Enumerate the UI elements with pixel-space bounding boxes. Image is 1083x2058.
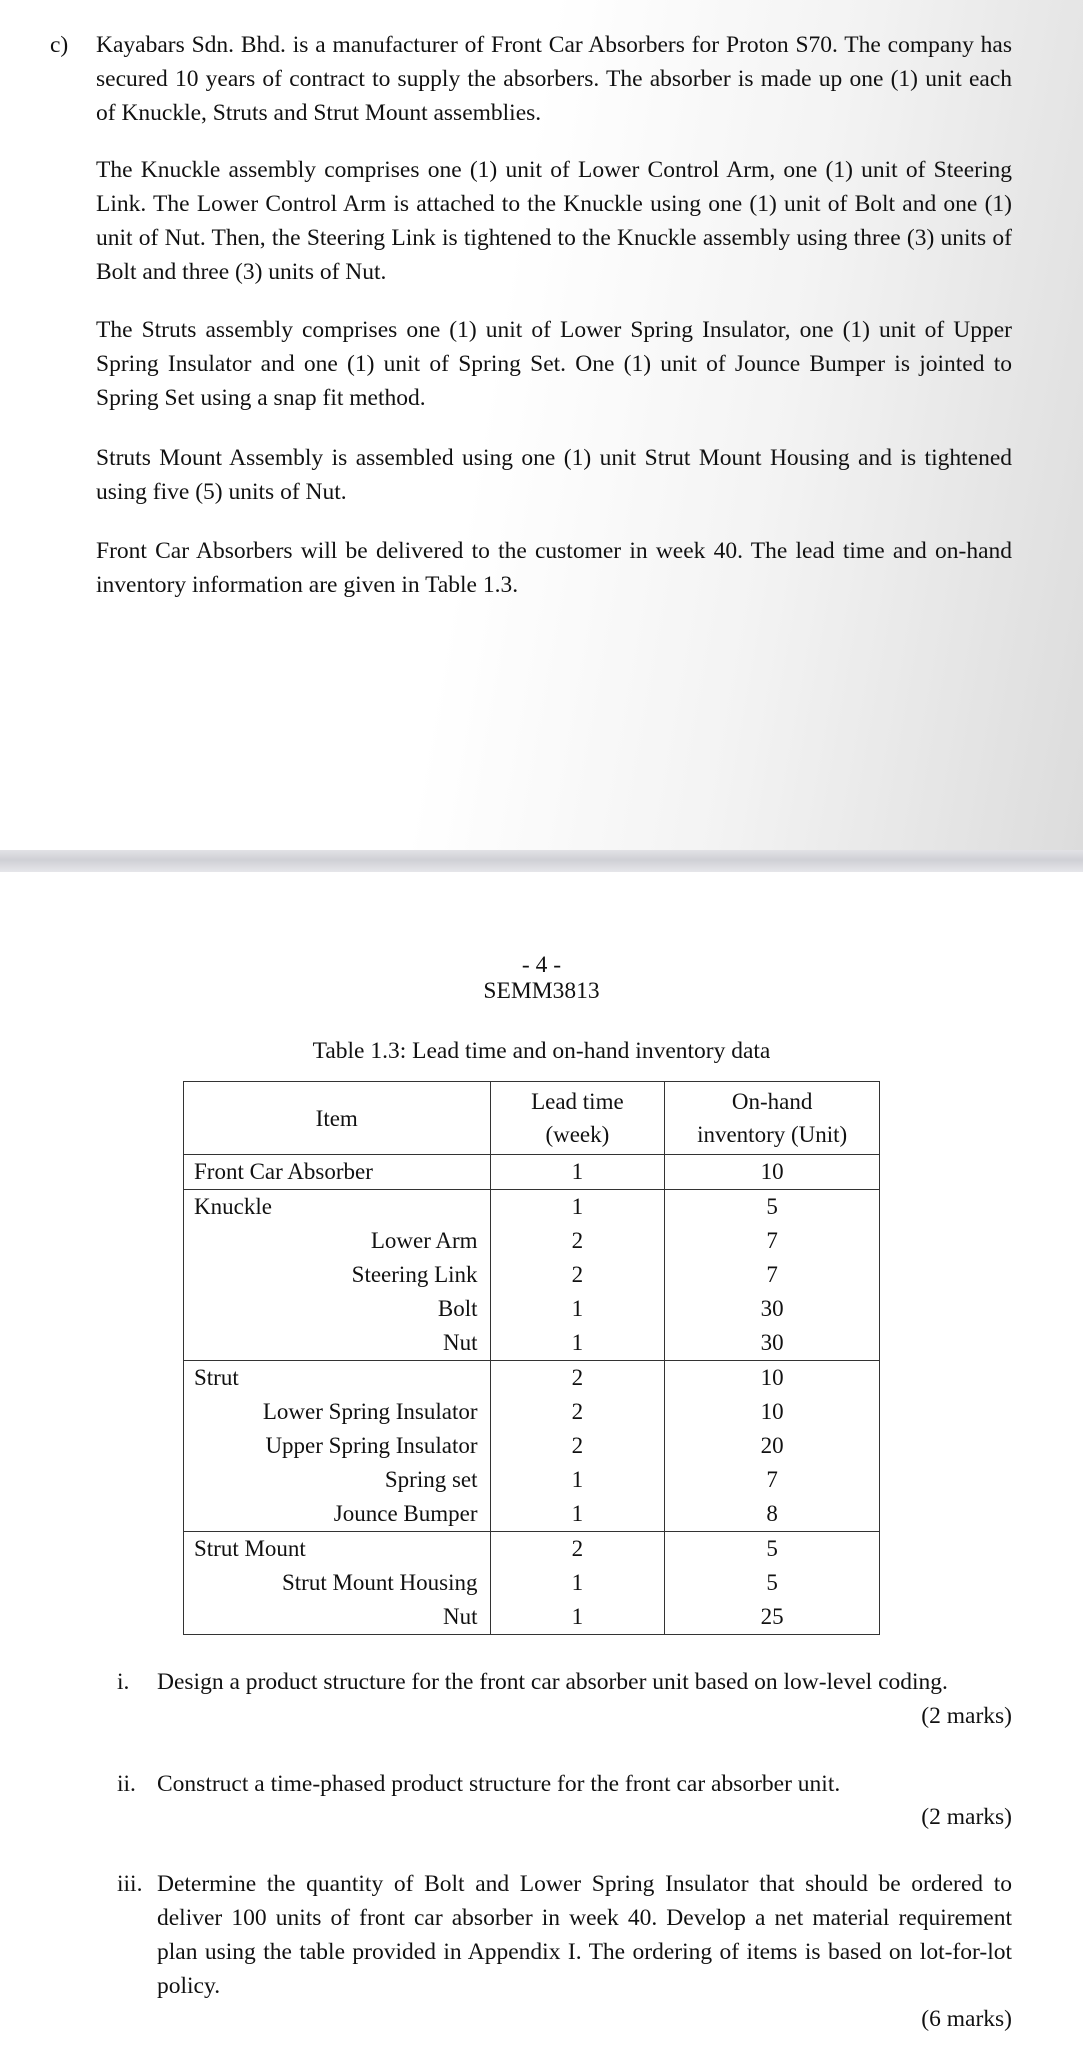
item-cell: Spring set (184, 1463, 491, 1497)
item-cell: Front Car Absorber (184, 1155, 491, 1190)
item-cell: Lower Arm (184, 1224, 491, 1258)
inventory-cell: 20 (665, 1429, 880, 1463)
inventory-cell: 5 (665, 1190, 880, 1225)
inventory-cell: 5 (665, 1532, 880, 1567)
table-row (184, 1361, 880, 1396)
lead-cell: 1 (490, 1463, 665, 1497)
paragraph-intro: Kayabars Sdn. Bhd. is a manufacturer of Front Car Absorbers for Proton S70. The company has secured 10 years of contract to supply the absorbers. The absorber is made up one (1) unit each of Knuckle, Struts and Strut Mount assemblies. (96, 32, 1012, 126)
paragraph-struts: The Struts assembly comprises one (1) unit of Lower Spring Insulator, one (1) unit of Upper Spring Insulator and one (1) unit of Spring Set. One (1) unit of Jounce Bumper is jointed to Spring Set using a snap fit method. (96, 317, 1012, 411)
inventory-cell: 30 (665, 1292, 880, 1326)
question-marks: (2 marks) (921, 1703, 1012, 1729)
inventory-cell: 7 (665, 1463, 880, 1497)
question-number: i. (117, 1669, 130, 1695)
inventory-cell: 8 (665, 1497, 880, 1532)
header-inv-line2: inventory (Unit) (697, 1122, 848, 1147)
lead-cell: 2 (490, 1395, 665, 1429)
question-text: Determine the quantity of Bolt and Lower Spring Insulator that should be ordered to deliver 100 units of front car absorber in week 40. Develop a net material requirement plan using the table provided in Appendix I. The ordering of items is based on lot-for-lot policy. (157, 1871, 1012, 1999)
table-row (184, 1566, 880, 1600)
page-separator (0, 850, 1083, 872)
item-cell: Knuckle (184, 1190, 491, 1225)
table-row (184, 1532, 880, 1567)
header-inventory (665, 1082, 880, 1155)
table-header-row (184, 1082, 880, 1155)
header-lead-time (490, 1082, 665, 1155)
item-cell: Nut (184, 1600, 491, 1635)
question-number: ii. (117, 1771, 136, 1797)
lead-cell: 2 (490, 1361, 665, 1396)
inventory-cell: 30 (665, 1326, 880, 1361)
lead-cell: 1 (490, 1190, 665, 1225)
item-cell: Strut Mount (184, 1532, 491, 1567)
table-row (184, 1600, 880, 1635)
lead-cell: 1 (490, 1497, 665, 1532)
inventory-cell: 10 (665, 1395, 880, 1429)
item-cell: Bolt (184, 1292, 491, 1326)
item-cell: Upper Spring Insulator (184, 1429, 491, 1463)
lead-cell: 2 (490, 1532, 665, 1567)
table-row (184, 1429, 880, 1463)
header-item: Item (184, 1082, 491, 1155)
inventory-cell: 10 (665, 1155, 880, 1190)
table-row (184, 1190, 880, 1225)
inventory-cell: 10 (665, 1361, 880, 1396)
item-cell: Steering Link (184, 1258, 491, 1292)
paragraph-knuckle: The Knuckle assembly comprises one (1) unit of Lower Control Arm, one (1) unit of Steering Link. The Lower Control Arm is attached to the Knuckle using one (1) unit of Bolt and one (1) unit of Nut. Then, the Steering Link is tightened to the Knuckle assembly using three (3) units of Bolt and three (3) units of Nut. (96, 157, 1012, 285)
lead-cell: 1 (490, 1566, 665, 1600)
question-marks: (2 marks) (921, 1804, 1012, 1830)
inventory-table (183, 1081, 880, 1635)
question-marks: (6 marks) (921, 2006, 1012, 2032)
item-cell: Jounce Bumper (184, 1497, 491, 1532)
table-row (184, 1326, 880, 1361)
table-row (184, 1258, 880, 1292)
table-row (184, 1395, 880, 1429)
lead-cell: 1 (490, 1326, 665, 1361)
header-inv-line1: On-hand (731, 1089, 813, 1114)
lead-cell: 2 (490, 1429, 665, 1463)
inventory-cell: 7 (665, 1258, 880, 1292)
question-text: Construct a time-phased product structure for the front car absorber unit. (157, 1771, 841, 1797)
table-row (184, 1155, 880, 1190)
item-cell: Lower Spring Insulator (184, 1395, 491, 1429)
lead-cell: 2 (490, 1224, 665, 1258)
inventory-cell: 25 (665, 1600, 880, 1635)
item-cell: Nut (184, 1326, 491, 1361)
table-caption: Table 1.3: Lead time and on-hand inventory data (312, 1038, 771, 1064)
header-lead-line2: (week) (545, 1122, 610, 1147)
lead-cell: 1 (490, 1600, 665, 1635)
table-row (184, 1463, 880, 1497)
table-row (184, 1292, 880, 1326)
header-lead-line1: Lead time (531, 1089, 624, 1114)
question-text: Design a product structure for the front car absorber unit based on low-level coding. (157, 1669, 948, 1695)
table-row (184, 1224, 880, 1258)
paragraph-strut-mount: Struts Mount Assembly is assembled using one (1) unit Strut Mount Housing and is tightened using five (5) units of Nut. (96, 445, 1012, 505)
page-number: - 4 - (521, 952, 562, 978)
item-cell: Strut (184, 1361, 491, 1396)
lead-cell: 1 (490, 1155, 665, 1190)
inventory-cell: 7 (665, 1224, 880, 1258)
lead-cell: 2 (490, 1258, 665, 1292)
table-row (184, 1497, 880, 1532)
course-code: SEMM3813 (483, 978, 600, 1004)
paragraph-delivery: Front Car Absorbers will be delivered to the customer in week 40. The lead time and on-hand inventory information are given in Table 1.3. (96, 538, 1012, 598)
lead-cell: 1 (490, 1292, 665, 1326)
question-number: iii. (117, 1871, 143, 1897)
inventory-cell: 5 (665, 1566, 880, 1600)
question-label: c) (50, 32, 69, 58)
item-cell: Strut Mount Housing (184, 1566, 491, 1600)
